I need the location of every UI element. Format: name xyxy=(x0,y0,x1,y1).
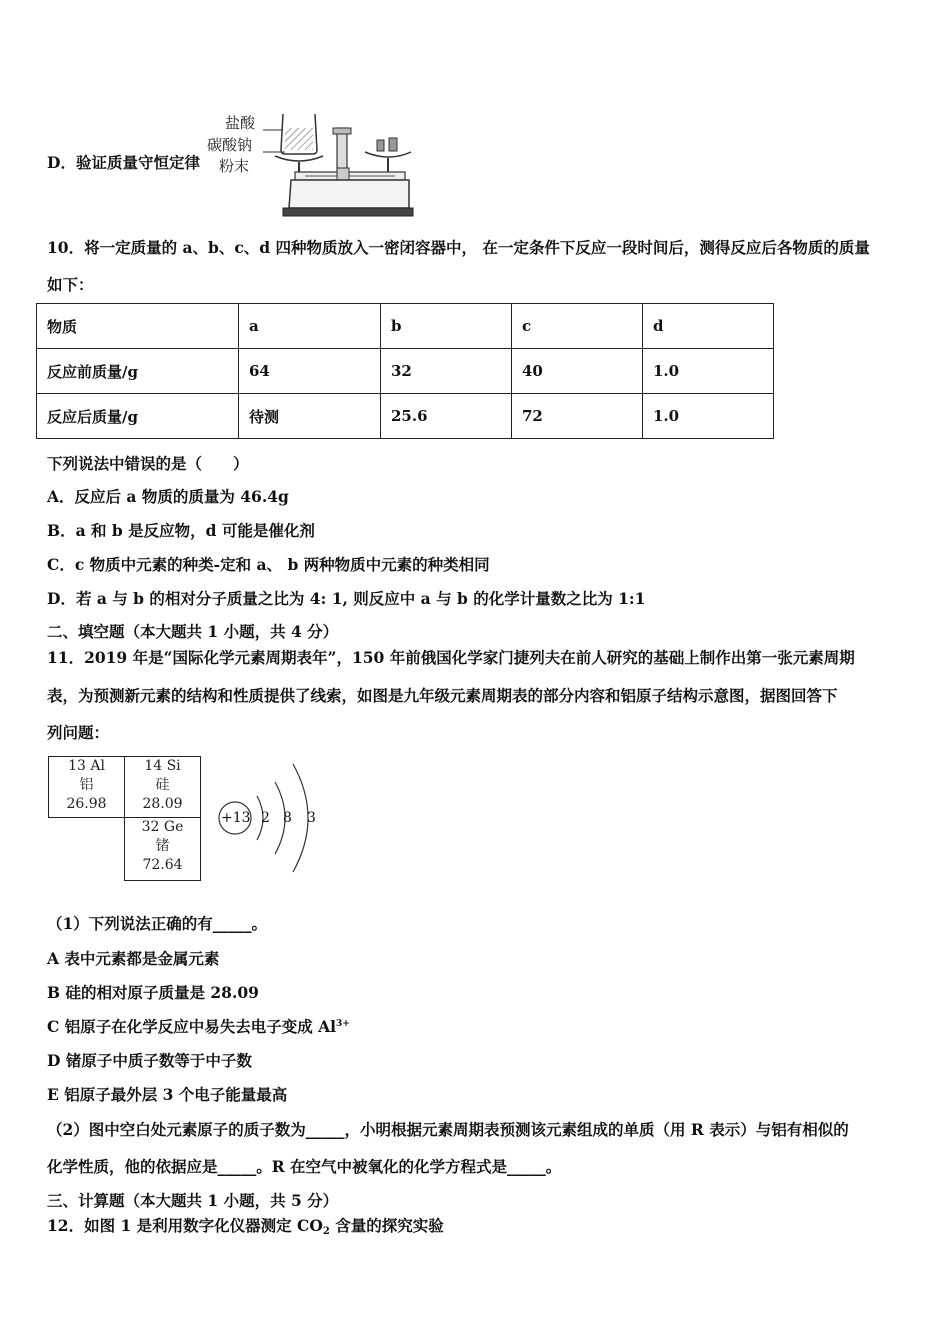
table-cell: 1.0 xyxy=(643,394,774,439)
q10-stem-line1: 10．将一定质量的 a、b、c、d 四种物质放入一密闭容器中， 在一定条件下反应一段时间后，测得反应后各物质的质量 xyxy=(47,238,870,257)
table-cell: 1.0 xyxy=(643,349,774,394)
table-cell: 40 xyxy=(512,349,643,394)
q12-stem-before: 12．如图 1 是利用数字化仪器测定 CO xyxy=(47,1216,323,1235)
table-cell: 32 xyxy=(381,349,512,394)
balance-figure xyxy=(205,108,415,220)
table-cell: 64 xyxy=(239,349,381,394)
q11-sub1: （1）下列说法正确的有_____。 xyxy=(47,914,268,933)
q11-stem-line3: 列问题： xyxy=(47,723,110,742)
balance-drawing xyxy=(205,108,415,220)
q11-sub1-option-b: B 硅的相对原子质量是 28.09 xyxy=(47,983,259,1002)
co2-subscript: 2 xyxy=(322,1226,330,1237)
table-header-cell: b xyxy=(381,304,512,349)
table-cell: 待测 xyxy=(239,394,381,439)
sodium-carbonate-label: 碳酸钠 xyxy=(207,136,253,154)
shell-electron-count: 2 xyxy=(261,810,270,826)
table-cell: 反应后质量/g xyxy=(37,394,239,439)
table-row xyxy=(37,349,774,394)
q10-option-b: B．a 和 b 是反应物，d 可能是催化剂 xyxy=(47,521,315,540)
q10-question: 下列说法中错误的是（ ） xyxy=(47,454,249,473)
table-header-cell: 物质 xyxy=(37,304,239,349)
element-number-symbol: 14 Si xyxy=(144,758,181,774)
element-cell-ge xyxy=(124,817,201,881)
table-header-cell: d xyxy=(643,304,774,349)
shell-electron-count: 8 xyxy=(283,810,292,826)
table-header-cell: c xyxy=(512,304,643,349)
q11-stem-line1: 11．2019 年是“国际化学元素周期表年”，150 年前俄国化学家门捷列夫在前人研究的基础上制作出第一张元素周期 xyxy=(47,648,855,667)
q10-option-d: D．若 a 与 b 的相对分子质量之比为 4: 1, 则反应中 a 与 b 的化学计量数之比为 1:1 xyxy=(47,589,646,608)
q12-stem xyxy=(47,1214,444,1237)
element-mass: 72.64 xyxy=(142,857,183,873)
section2-heading: 二、填空题（本大题共 1 小题，共 4 分） xyxy=(47,622,339,641)
table-cell: 反应前质量/g xyxy=(37,349,239,394)
table-row xyxy=(37,394,774,439)
element-number-symbol: 32 Ge xyxy=(141,819,184,835)
q9-option-d: D．验证质量守恒定律 xyxy=(47,153,200,172)
table-header-cell: a xyxy=(239,304,381,349)
element-cell-si xyxy=(124,756,201,818)
al-ion-charge: 3+ xyxy=(336,1019,350,1029)
q11-sub2-line1: （2）图中空白处元素原子的质子数为_____，小明根据元素周期表预测该元素组成的单质（用 R 表示）与铝有相似的 xyxy=(47,1120,849,1139)
element-name: 铝 xyxy=(79,777,94,793)
table-cell: 25.6 xyxy=(381,394,512,439)
q11-stem-line2: 表，为预测新元素的结构和性质提供了线索，如图是九年级元素周期表的部分内容和铝原子结构示意图，据图回答下 xyxy=(47,686,838,705)
nucleus-label: +13 xyxy=(221,810,251,826)
q11-sub2-line2: 化学性质，他的依据应是_____。R 在空气中被氧化的化学方程式是_____。 xyxy=(47,1157,562,1176)
element-number-symbol: 13 Al xyxy=(68,758,105,774)
q11-sub1-option-e: E 铝原子最外层 3 个电子能量最高 xyxy=(47,1085,288,1104)
periodic-figure xyxy=(48,756,348,882)
element-cell-al xyxy=(48,756,125,818)
element-name: 锗 xyxy=(155,838,170,854)
q11-sub1-option-a: A 表中元素都是金属元素 xyxy=(47,949,220,968)
option-c-text: C 铝原子在化学反应中易失去电子变成 Al xyxy=(47,1017,337,1036)
table-header-row xyxy=(37,304,774,349)
q10-option-c: C．c 物质中元素的种类-定和 a、 b 两种物质中元素的种类相同 xyxy=(47,555,490,574)
element-mass: 28.09 xyxy=(142,796,183,812)
hydrochloric-acid-label: 盐酸 xyxy=(225,114,256,132)
section3-heading: 三、计算题（本大题共 1 小题，共 5 分） xyxy=(47,1191,339,1210)
element-name: 硅 xyxy=(155,777,170,793)
powder-label: 粉末 xyxy=(219,157,250,175)
table-cell: 72 xyxy=(512,394,643,439)
mass-table xyxy=(36,303,774,439)
shell-electron-count: 3 xyxy=(307,810,316,826)
q12-stem-after: 含量的探究实验 xyxy=(329,1216,444,1235)
q11-sub1-option-d: D 锗原子中质子数等于中子数 xyxy=(47,1051,252,1070)
q10-stem-line2: 如下： xyxy=(47,275,94,294)
q11-sub1-option-c xyxy=(47,1015,350,1037)
q10-option-a: A．反应后 a 物质的质量为 46.4g xyxy=(47,487,289,506)
element-mass: 26.98 xyxy=(66,796,107,812)
